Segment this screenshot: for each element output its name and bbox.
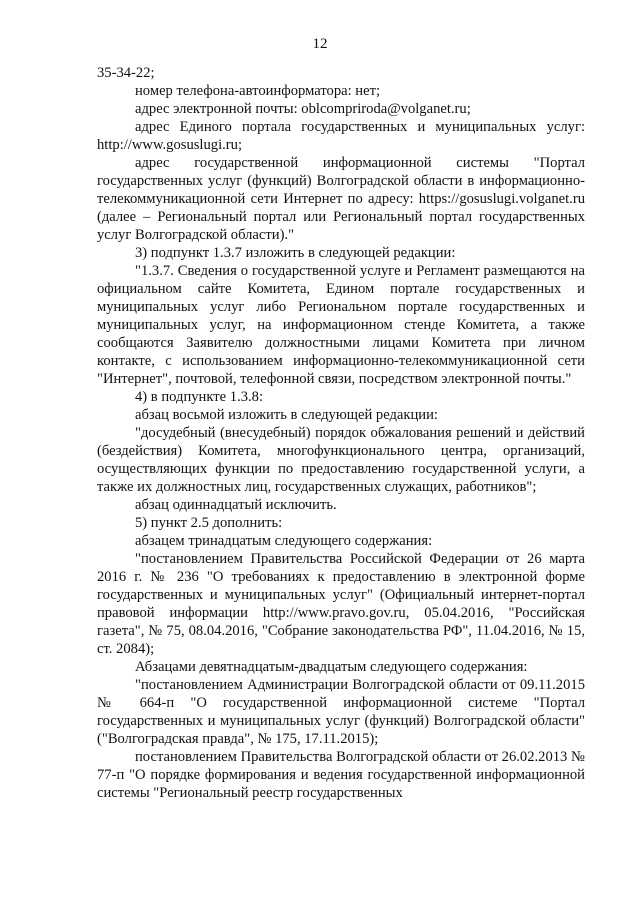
paragraph-decree-664: "постановлением Администрации Волгоградской области от 09.11.2015 № 664-п "О государственной информационной системе "Портал государственных и муниципальных услуг (функций) Волгоградской области" ("Волгоградская правда", № 175, 17.11.2015); xyxy=(97,677,585,747)
paragraph-unified-portal: адрес Единого портала государственных и муниципальных услуг: http://www.gosuslugi.ru; xyxy=(97,119,585,153)
paragraph-email: адрес электронной почты: oblcomprirodа@volganet.ru; xyxy=(135,101,471,117)
paragraph-eighth-abzac: абзац восьмой изложить в следующей редакции: xyxy=(135,407,438,423)
paragraph-thirteenth-abzac: абзацем тринадцатым следующего содержания: xyxy=(135,533,433,549)
paragraph-1-3-7: "1.3.7. Сведения о государственной услуге и Регламент размещаются на официальном сайте Комитета, Едином портале государственных и муниципальных услуг либо Региональном портале государственных и муниципальных услуг, на информационном стенде Комитета, а также сообщаются Заявителю должностными лицами Комитета при личном контакте, с использованием информационно-телекоммуникационной сети "Интернет", почтовой, телефонной связи, посредством электронной почты." xyxy=(97,263,585,387)
paragraph-decree-77: постановлением Правительства Волгоградской области от 26.02.2013 № 77-п "О порядке формирования и ведения государственной информационной системы "Региональный реестр государственных xyxy=(97,749,585,801)
document-body xyxy=(97,64,585,802)
paragraph-regional-portal: адрес государственной информационной системы "Портал государственных услуг (функций) Волгоградской области в информационно-телекоммуникационной сети Интернет по адресу: https://gosuslugi.volganet.ru (далее – Региональный портал или Региональный портал государственных услуг Волгоградской области)." xyxy=(97,155,585,243)
page-number: 12 xyxy=(312,36,328,52)
paragraph-item-4: 4) в подпункте 1.3.8: xyxy=(135,389,264,405)
paragraph-nineteenth-twentieth: Абзацами девятнадцатым-двадцатым следующего содержания: xyxy=(135,659,528,675)
paragraph-decree-236: "постановлением Правительства Российской Федерации от 26 марта 2016 г. № 236 "О требованиях к предоставлению в электронной форме государственных и муниципальных услуг" (Официальный интернет-портал правовой информации http://www.pravo.gov.ru, 05.04.2016, "Российская газета", № 75, 08.04.2016, "Собрание законодательства РФ", 11.04.2016, № 15, ст. 2084); xyxy=(97,551,585,657)
paragraph-item-3: 3) подпункт 1.3.7 изложить в следующей редакции: xyxy=(135,245,456,261)
paragraph-appeal-procedure: "досудебный (внесудебный) порядок обжалования решений и действий (бездействия) Комитета, многофункционального центра, организаций, осуществляющих функции по предоставлению государственной услуги, а также их должностных лиц, государственных служащих, работников"; xyxy=(97,425,585,495)
paragraph-eleventh-abzac: абзац одиннадцатый исключить. xyxy=(135,497,337,513)
paragraph-autoinformer: номер телефона-автоинформатора: нет; xyxy=(135,83,381,99)
paragraph-item-5: 5) пункт 2.5 дополнить: xyxy=(135,515,283,531)
paragraph-phone: 35-34-22; xyxy=(97,65,155,81)
